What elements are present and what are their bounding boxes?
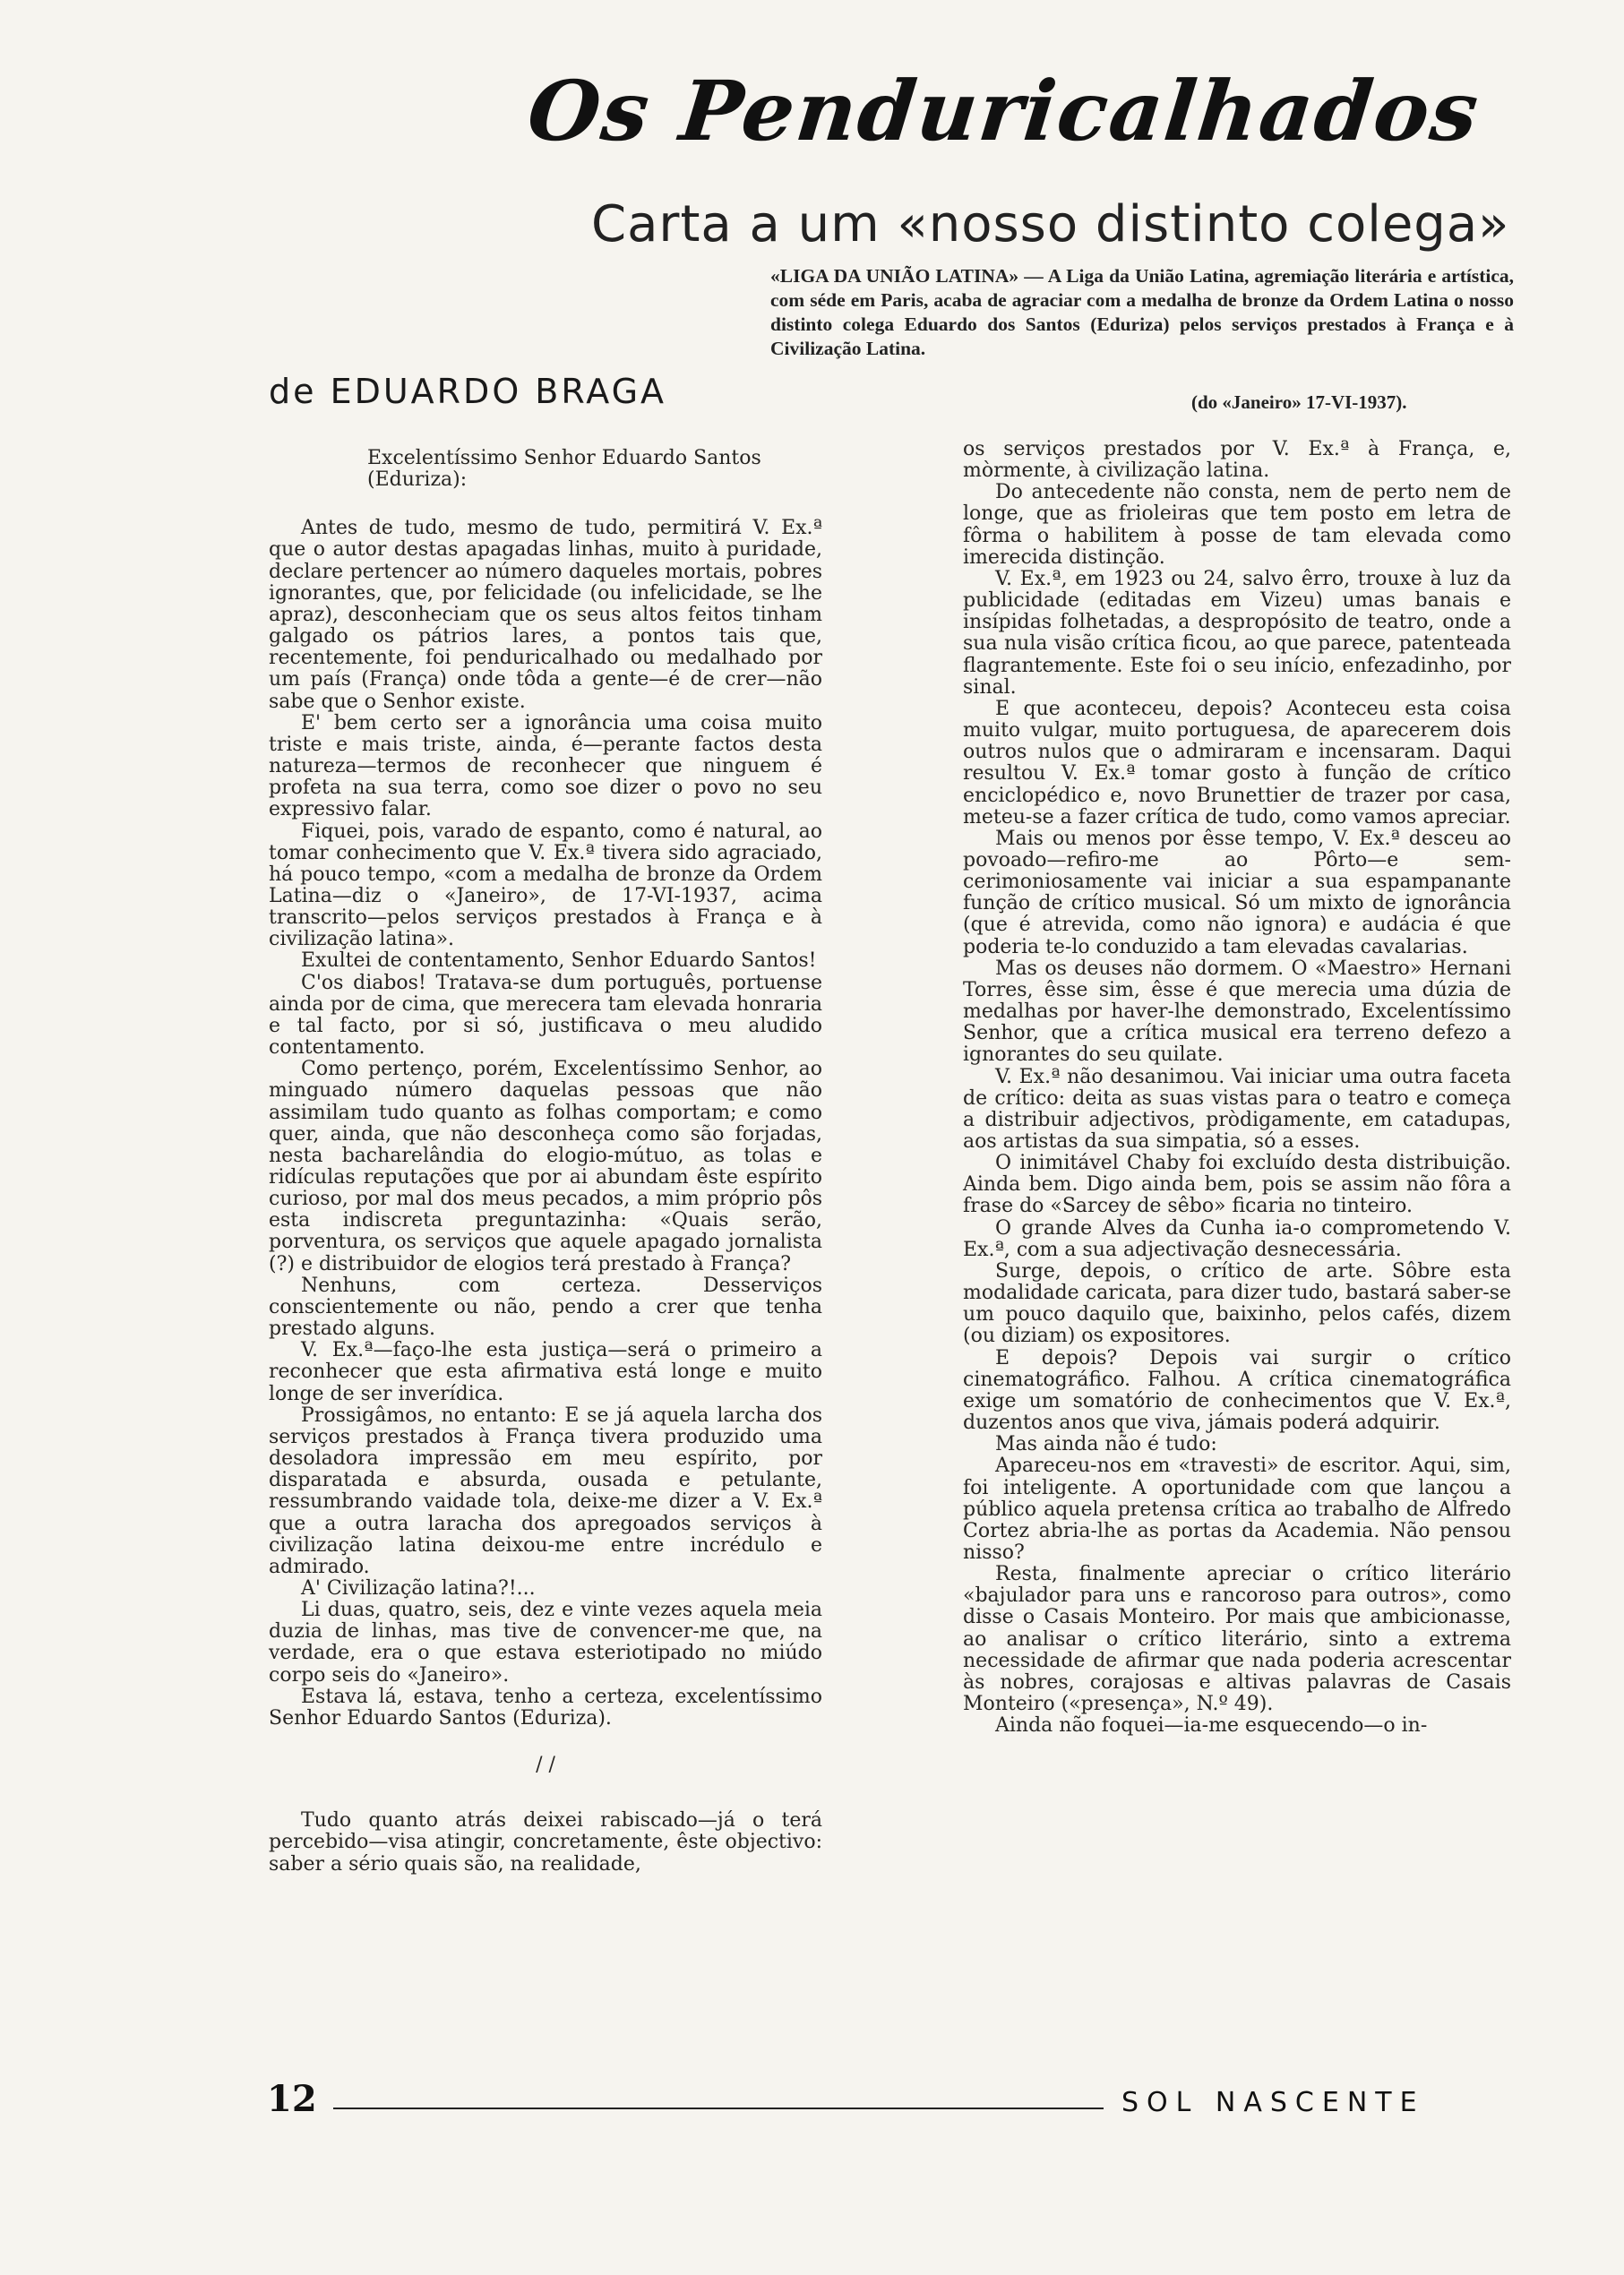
paragraph: Fiquei, pois, varado de espanto, como é natural, ao tomar conhecimento que V. Ex.ª tivera sido agraciado, há pouco tempo, «com a medalha de bronze da Ordem Latina—diz o «Janeiro», de 17-VI-1937, acima transcrito—pelos serviços prestados à França e à civilização latina».	[269, 820, 822, 951]
paragraph: os serviços prestados por V. Ex.ª à França, e, mòrmente, à civilização latina.	[963, 438, 1511, 483]
paragraph: Estava lá, estava, tenho a certeza, excelentíssimo Senhor Eduardo Santos (Eduriza).	[269, 1685, 822, 1730]
salutation-line: (Eduriza):	[367, 468, 468, 492]
paragraph: Tudo quanto atrás deixei rabiscado—já o terá percebido—visa atingir, concretamente, êste objectivo: saber a sério quais são, na realidade,	[269, 1809, 822, 1876]
left-column	[269, 439, 822, 1876]
paragraph: Prossigâmos, no entanto: E se já aquela larcha dos serviços prestados à França tivera produzido uma desoladora impressão em meu espírito, por disparatada e absurda, ousada e petulante, ressumbrando vaidade tola, deixe-me dizer a V. Ex.ª que a outra laracha dos apregoados serviços à civilização latina deixou-me entre incrédulo e admirado.	[269, 1404, 822, 1578]
paragraph: E que aconteceu, depois? Aconteceu esta coisa muito vulgar, muito portuguesa, de aparecerem dois outros nulos que o admiraram e incensaram. Daqui resultou V. Ex.ª tomar gosto à função de crítico enciclopédico e, novo Brunettier de trazer por casa, meteu-se a fazer crítica de tudo, como vamos apreciar.	[963, 697, 1511, 828]
salutation-line: Excelentíssimo Senhor Eduardo Santos	[367, 447, 761, 469]
paragraph: Mas os deuses não dormem. O «Maestro» Hernani Torres, êsse sim, êsse é que merecia uma dúzia de medalhas por haver-lhe demonstrado, Excelentíssimo Senhor, que a crítica musical era terreno defezo a ignorantes do seu quilate.	[963, 957, 1511, 1067]
paragraph: Surge, depois, o crítico de arte. Sôbre esta modalidade caricata, para dizer tudo, bastará saber-se um pouco daquilo que, baixinho, pelos cafés, dizem (ou diziam) os expositores.	[963, 1259, 1511, 1348]
paragraph: Mas ainda não é tudo:	[995, 1433, 1217, 1456]
paragraph: Exultei de contentamento, Senhor Eduardo Santos!	[301, 949, 817, 973]
paragraph: A' Civilização latina?!...	[301, 1576, 536, 1600]
epigraph-source: (do «Janeiro» 17-VI-1937).	[1191, 391, 1407, 413]
paragraph: Antes de tudo, mesmo de tudo, permitirá V. Ex.ª que o autor destas apagadas linhas, muito à puridade, declare pertencer ao número daqueles mortais, pobres ignorantes, que, por felicidade (ou infelicidade, se lhe apraz), desconheciam que os seus altos feitos tinham galgado os pátrios lares, a pontos tais que, recentemente, foi penduricalhado ou medalhado por um país (França) onde tôda a gente—é de crer—não sabe que o Senhor existe.	[269, 517, 822, 713]
footer-rule	[333, 2108, 1104, 2109]
paragraph: Li duas, quatro, seis, dez e vinte vezes aquela meia duzia de linhas, mas tive de convencer-me que, na verdade, era o que estava esteriotipado no miúdo corpo seis do «Janeiro».	[269, 1599, 822, 1687]
epigraph-quote: «LIGA DA UNIÃO LATINA» — A Liga da União Latina, agremiação literária e artística, com séde em Paris, acaba de agraciar com a medalha de bronze da Ordem Latina o nosso distinto colega Eduardo dos Santos (Eduriza) pelos serviços prestados à França e à Civilização Latina.	[770, 265, 1514, 359]
paragraph: Nenhuns, com certeza. Desserviços conscientemente ou não, pendo a crer que tenha prestado alguns.	[269, 1274, 822, 1341]
paragraph: V. Ex.ª não desanimou. Vai iniciar uma outra faceta de crítico: deita as suas vistas para o teatro e começa a distribuir adjectivos, pròdigamente, em catadupas, aos artistas da sua simpatia, só a esses.	[963, 1065, 1511, 1153]
page-number: 12	[267, 2078, 317, 2120]
paragraph: Apareceu-nos em «travesti» de escritor. Aqui, sim, foi inteligente. A oportunidade com que lançou a público aquela pretensa crítica ao trabalho de Alfredo Cortez abria-lhe as portas da Academia. Não pensou nisso?	[963, 1455, 1511, 1564]
paragraph: Como pertenço, porém, Excelentíssimo Senhor, ao minguado número daquelas pessoas que não assimilam tudo quanto as folhas comportam; e como quer, ainda, que não desconheça como são forjadas, nesta bacharelândia do elogio-mútuo, as tolas e ridículas reputações que por ai abundam êste espírito curioso, por mal dos meus pecados, a mim próprio pôs esta indiscreta preguntazinha: «Quais serão, porventura, os serviços que aquele apagado jornalista (?) e distribuidor de elogios terá prestado à França?	[269, 1058, 822, 1275]
paragraph: O inimitável Chaby foi excluído desta distribuição. Ainda bem. Digo ainda bem, pois se assim não fôra a frase do «Sarcey de sêbo» ficaria no tinteiro.	[963, 1152, 1511, 1218]
paragraph: Mais ou menos por êsse tempo, V. Ex.ª desceu ao povoado—refiro-me ao Pôrto—e sem-cerimoniosamente vai iniciar a sua espampanante função de crítico musical. Só um mixto de ignorância (que é atrevida, como não ignora) e audácia é que poderia te-lo conduzido a tam elevadas cavalarias.	[963, 827, 1511, 958]
section-separator: / /	[536, 1754, 555, 1777]
paragraph: Resta, finalmente apreciar o crítico literário «bajulador para uns e rancoroso para outros», como disse o Casais Monteiro. Por mais que ambicionasse, ao analisar o crítico literário, sinto a extrema necessidade de afirmar que nada poderia acrescentar às nobres, corajosas e altivas palavras de Casais Monteiro («presença», N.º 49).	[963, 1563, 1511, 1716]
article-subtitle: Carta a um «nosso distinto colega»	[591, 195, 1510, 253]
paragraph: Ainda não foquei—ia-me esquecendo—o in-	[995, 1714, 1428, 1738]
paragraph: E' bem certo ser a ignorância uma coisa muito triste e mais triste, ainda, é—perante factos desta natureza—termos de reconhecer que ninguem é profeta na sua terra, como soe dizer o povo no seu expressivo falar.	[269, 711, 822, 821]
author-byline: de EDUARDO BRAGA	[269, 372, 667, 411]
article-title: Os Penduricalhados	[523, 63, 1484, 159]
magazine-name: SOL NASCENTE	[1121, 2087, 1425, 2118]
paragraph: O grande Alves da Cunha ia-o comprometendo V. Ex.ª, com a sua adjectivação desnecessária.	[963, 1216, 1511, 1261]
paragraph: E depois? Depois vai surgir o crítico cinematográfico. Falhou. A crítica cinematográfica exige um somatório de conhecimentos que V. Ex.ª, duzentos anos que viva, jámais poderá adquirir.	[963, 1346, 1511, 1435]
paragraph: Do antecedente não consta, nem de perto nem de longe, que as frioleiras que tem posto em letra de fôrma o habilitem à posse de tam elevada como imerecida distinção.	[963, 481, 1511, 569]
paragraph: C'os diabos! Tratava-se dum português, portuense ainda por de cima, que merecera tam elevada honraria e tal facto, por si só, justificava o meu aludido contentamento.	[269, 971, 822, 1060]
paragraph: V. Ex.ª, em 1923 ou 24, salvo êrro, trouxe à luz da publicidade (editadas em Vizeu) umas banais e insípidas folhetadas, a despropósito de teatro, onde a sua nula visão crítica ficou, ao que parece, patenteada flagrantemente. Este foi o seu início, enfezadinho, por sinal.	[963, 567, 1511, 699]
right-column	[963, 439, 1511, 1737]
paragraph: V. Ex.ª—faço-lhe esta justiça—será o primeiro a reconhecer que esta afirmativa está longe e muito longe de ser inverídica.	[269, 1339, 822, 1405]
